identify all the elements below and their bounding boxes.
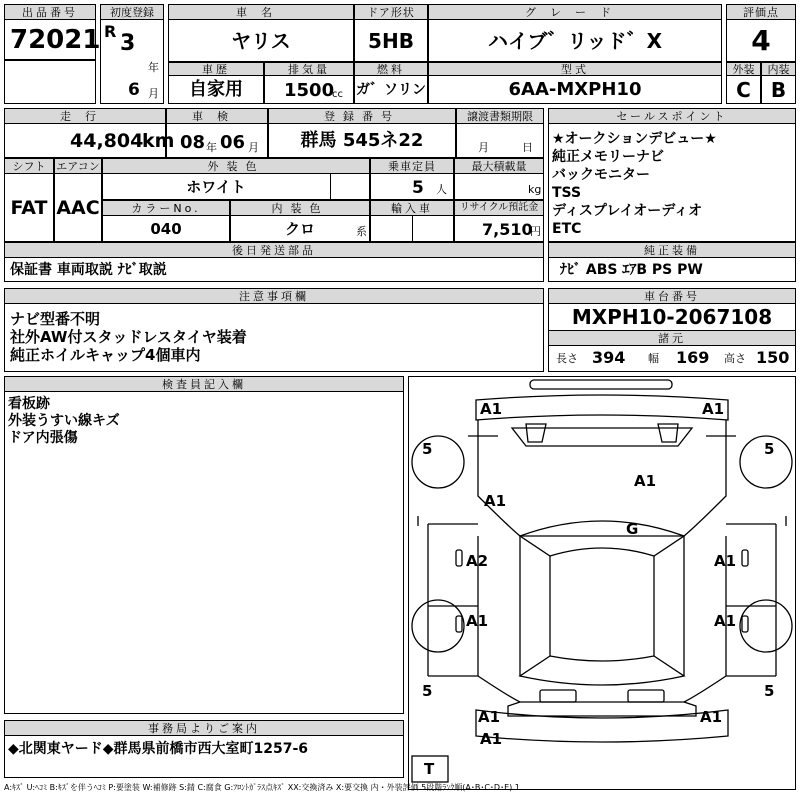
sales-point: 純正メモリーナビ [552,149,664,165]
damage-mark: A1 [634,472,657,490]
history-header: 車歴 [168,62,264,76]
inspector-line: ドア内張傷 [8,430,78,446]
history: 自家用 [189,79,243,100]
lot-lower-box [4,60,96,104]
door-type: 5HB [368,29,414,53]
inspector-line: 看板跡 [8,396,50,412]
capacity: 5 [412,178,424,198]
sales-points-list [552,130,717,238]
width: 169 [676,348,710,367]
inspector-line: 外装うすい線キズ [8,413,120,429]
sales-point: TSS [552,185,582,201]
ext-color: ホワイト [186,177,246,196]
legend: A:ｷｽﾞ U:ﾍｺﾐ B:ｷｽﾞを伴うﾍｺﾐ P:要塗装 W:補修跡 S:錆 C:腐食 G:ﾌﾛﾝﾄｶﾞﾗｽ点ｷｽﾞ XX:交換済み X:要交換 内・外装評価 5段階ﾗﾝｸ順(A･B･C･D･E) 1 [4,783,520,792]
inspection-year-unit: 年 [206,141,217,154]
reg-no-header: 登録番号 [268,108,456,124]
inspection-month: 06 [220,132,246,153]
chassis-no: MXPH10-2067108 [571,305,773,329]
sales-point: バックモニター [552,167,650,183]
int-grade: B [770,78,787,102]
car-name-header: 車名 [168,4,354,20]
length: 394 [592,348,626,367]
transfer-day-unit: 日 [522,141,533,154]
tire-tread: T [424,760,435,778]
color-no: 040 [150,219,182,238]
int-color-unit: 系 [356,225,367,238]
damage-mark: A1 [480,730,503,748]
tire-tread: 5 [764,682,775,700]
office-text: ◆北関東ヤード◆群馬県前橋市西大室町1257-6 [8,741,309,757]
displacement: 1500 [284,80,335,101]
model: 6AA-MXPH10 [508,79,642,100]
ext-grade-header: 外装 [726,62,761,76]
aircon: AAC [56,196,100,219]
chassis-header: 車台番号 [548,288,796,304]
sales-point: ETC [552,221,582,237]
transfer-month-unit: 月 [478,141,489,154]
note-line: 社外AW付スタッドレスタイヤ装着 [10,328,247,346]
grade: ハイブ゛リッド゛X [487,29,663,53]
mileage: 44,804 [70,130,144,152]
damage-mark: A2 [466,552,489,570]
note-line: 純正ホイルキャップ4個車内 [10,346,201,364]
damage-mark: A1 [478,708,501,726]
import-header: 輸入車 [370,200,454,216]
lot-number: 72021 [10,25,101,55]
grade-header: グレード [428,4,722,20]
inspection-month-unit: 月 [248,141,259,154]
ext-color-header: 外装色 [102,158,370,174]
tire-tread: 5 [422,682,433,700]
damage-mark: A1 [466,612,489,630]
inspection-year: 08 [180,132,206,153]
car-diagram [408,376,796,790]
reg-no: 群馬 545ネ22 [300,130,424,151]
inspector-header: 検査員記入欄 [4,376,404,392]
max-load-header: 最大積載量 [454,158,544,174]
shift-header: シフト [4,158,54,174]
damage-mark: A1 [484,492,507,510]
damage-mark: A1 [700,708,723,726]
capacity-header: 乗車定員 [370,158,454,174]
import-divider [412,216,413,242]
inspector-list [8,396,120,447]
door-header: ドア形状 [354,4,428,20]
sales-points-header: セールスポイント [548,108,796,124]
tire-tread: 5 [764,440,775,458]
transfer-header: 譲渡書類期限 [456,108,544,124]
damage-mark: G [626,520,639,538]
later-parts: 保証書 車両取説 ﾅﾋﾞ取説 [10,262,167,278]
office-header: 事務局よりご案内 [4,720,404,736]
first-reg-header: 初度登録 [100,4,164,20]
tire-tread: 5 [422,440,433,458]
inspection-header: 車検 [166,108,268,124]
car-name: ヤリス [231,29,291,53]
recycle-header: リサイクル預託金 [454,200,544,216]
width-label: 幅 [648,352,659,365]
height-label: 高さ [724,352,746,365]
notes-list [10,310,247,364]
notes-header: 注意事項欄 [4,288,544,304]
damage-mark: A1 [714,612,737,630]
height: 150 [756,348,790,367]
era: R [104,22,117,41]
mileage-unit: km [142,130,175,152]
model-header: 型式 [428,62,722,76]
fuel-header: 燃料 [354,62,428,76]
note-line: ナビ型番不明 [10,310,101,328]
int-grade-header: 内装 [761,62,796,76]
score: 4 [751,24,771,57]
displacement-unit: cc [332,89,343,100]
specs-header: 諸元 [548,330,796,346]
damage-mark: A1 [702,400,725,418]
load-unit: kg [528,183,542,196]
score-header: 評価点 [726,4,796,20]
displacement-header: 排気量 [264,62,354,76]
int-color-header: 内装色 [230,200,370,216]
capacity-unit: 人 [436,183,447,196]
shift: FAT [10,196,48,219]
ext-grade: C [736,78,751,102]
first-reg-year: 3 [120,31,136,56]
genuine-header: 純正装備 [548,242,796,258]
later-parts-header: 後日発送部品 [4,242,544,258]
sales-point: ディスプレイオーディオ [552,203,703,219]
month-unit: 月 [148,87,159,100]
ext-color-divider [330,174,331,200]
damage-mark: A1 [480,400,503,418]
damage-mark: A1 [714,552,737,570]
sales-point: ★オークションデビュー★ [552,131,717,147]
aircon-header: エアコン [54,158,102,174]
length-label: 長さ [556,352,578,365]
year-unit: 年 [148,61,159,74]
fuel: ガ゛ソリン [356,82,426,98]
color-no-header: カラーNo. [102,200,230,216]
recycle: 7,510 [482,220,533,239]
mileage-header: 走行 [4,108,166,124]
int-color: クロ [284,219,315,238]
first-reg-month: 6 [128,80,140,100]
genuine-equipment: ﾅﾋﾞ ABS ｴｱB PS PW [560,262,703,278]
recycle-unit: 円 [530,225,541,238]
lot-header: 出品番号 [4,4,96,20]
